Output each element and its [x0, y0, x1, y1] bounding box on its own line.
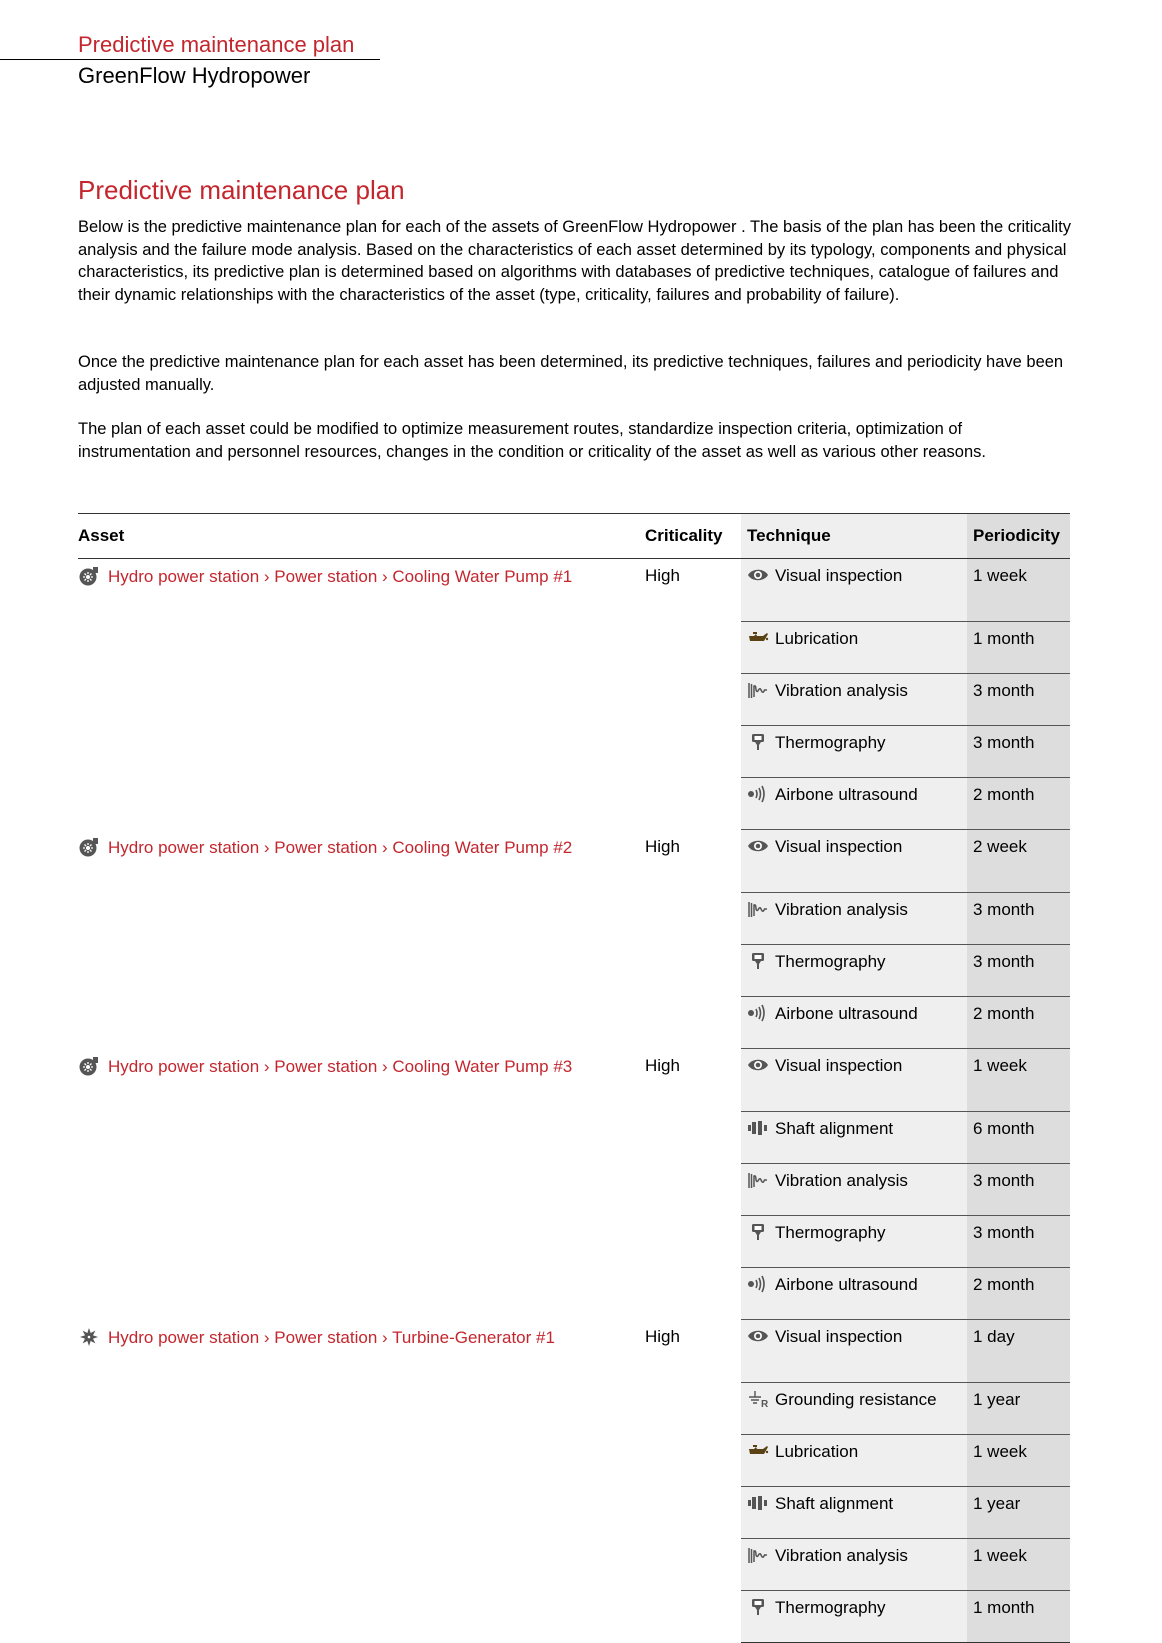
eye-icon [747, 1327, 769, 1345]
pump-icon [78, 837, 100, 857]
section-heading: Predictive maintenance plan [78, 175, 405, 205]
periodicity-cell: 1 week [967, 1435, 1070, 1487]
technique-cell [741, 1591, 967, 1643]
header-periodicity: Periodicity [967, 514, 1070, 559]
technique-name: Airbone ultrasound [775, 1275, 918, 1294]
svg-text:R: R [761, 1399, 769, 1408]
periodicity-cell: 3 month [967, 945, 1070, 997]
table-row [78, 1049, 1070, 1112]
table-row [78, 830, 1070, 893]
maintenance-plan-table [78, 513, 1070, 1643]
periodicity-cell: 2 month [967, 1268, 1070, 1320]
technique-cell [741, 1216, 967, 1268]
asset-path-link[interactable]: Hydro power station › Power station › Cooling Water Pump #1 [108, 567, 573, 586]
technique-cell [741, 726, 967, 778]
asset-cell [78, 830, 639, 1049]
asset-path-link[interactable]: Hydro power station › Power station › Cooling Water Pump #2 [108, 837, 573, 857]
technique-name: Vibration analysis [775, 1546, 908, 1565]
technique-name: Lubrication [775, 1442, 859, 1461]
technique-cell [741, 1112, 967, 1164]
pump-icon [78, 566, 100, 586]
vibration-icon [747, 681, 769, 699]
header-subtitle: GreenFlow Hydropower [78, 63, 311, 88]
vibration-icon [747, 900, 769, 918]
technique-cell [741, 674, 967, 726]
vibration-icon [747, 1171, 769, 1189]
technique-name: Shaft alignment [775, 1119, 894, 1138]
periodicity-cell: 3 month [967, 1164, 1070, 1216]
criticality-cell: High [645, 836, 680, 856]
header-asset: Asset [78, 514, 639, 559]
periodicity-cell: 3 month [967, 893, 1070, 945]
table-header-row [78, 514, 1070, 559]
thermography-icon [747, 952, 769, 970]
periodicity-cell: 1 week [967, 1049, 1070, 1112]
eye-icon [747, 837, 769, 855]
periodicity-cell: 3 month [967, 1216, 1070, 1268]
turbine-icon [78, 1327, 100, 1347]
technique-name: Airbone ultrasound [775, 785, 918, 804]
technique-name: Visual inspection [775, 1327, 903, 1346]
asset-path-link[interactable]: Hydro power station › Power station › Cooling Water Pump #3 [108, 1056, 573, 1076]
technique-cell [741, 1049, 967, 1112]
vibration-icon [747, 1546, 769, 1564]
criticality-cell: High [645, 1055, 680, 1075]
technique-name: Lubrication [775, 629, 859, 648]
header-divider [0, 59, 380, 60]
ultrasound-icon [747, 1275, 769, 1293]
criticality-cell: High [645, 566, 680, 585]
modification-paragraph: The plan of each asset could be modified to optimize measurement routes, standardize inspection criteria, optimization of instrumentation and personnel resources, changes in the condition or criticality of the asset as well as various other reasons. [78, 420, 986, 461]
asset-cell [78, 1049, 639, 1320]
table-row [78, 559, 1070, 622]
oil-can-icon [747, 629, 769, 647]
technique-name: Visual inspection [775, 837, 903, 856]
header-title: Predictive maintenance plan [78, 32, 355, 57]
technique-name: Thermography [775, 1223, 886, 1242]
criticality-cell: High [645, 1326, 680, 1346]
header-technique: Technique [741, 514, 967, 559]
periodicity-cell: 1 year [967, 1487, 1070, 1539]
header-criticality: Criticality [639, 514, 741, 559]
technique-cell [741, 893, 967, 945]
eye-icon [747, 566, 769, 584]
intro-paragraph: Below is the predictive maintenance plan for each of the assets of GreenFlow Hydropower . The basis of the plan has been the criticality analysis and the failure mode analysis. Based on the characteristics of each asset determined by its typology, components and physical characteristics, its predictive plan is determined based on algorithms with databases of predictive techniques, catalogue of failures and their dynamic relationships with the characteristics of the asset (type, criticality, failures and probability of failure). [78, 218, 1071, 304]
ultrasound-icon [747, 1004, 769, 1022]
periodicity-cell: 1 month [967, 1591, 1070, 1643]
technique-cell [741, 778, 967, 830]
asset-cell [78, 559, 639, 830]
technique-name: Grounding resistance [775, 1390, 937, 1409]
technique-cell [741, 945, 967, 997]
technique-cell [741, 559, 967, 622]
technique-name: Airbone ultrasound [775, 1004, 918, 1023]
technique-name: Thermography [775, 1598, 886, 1617]
periodicity-cell: 1 week [967, 1539, 1070, 1591]
grounding-icon [747, 1390, 769, 1408]
technique-cell [741, 1435, 967, 1487]
technique-cell [741, 1487, 967, 1539]
thermography-icon [747, 1598, 769, 1616]
adjustment-paragraph: Once the predictive maintenance plan for each asset has been determined, its predictive techniques, failures and periodicity have been adjusted manually. [78, 353, 1064, 394]
periodicity-cell: 2 week [967, 830, 1070, 893]
technique-cell [741, 1268, 967, 1320]
thermography-icon [747, 1223, 769, 1241]
technique-name: Vibration analysis [775, 900, 908, 919]
periodicity-cell: 2 month [967, 778, 1070, 830]
technique-cell [741, 622, 967, 674]
technique-name: Thermography [775, 952, 886, 971]
technique-cell [741, 830, 967, 893]
technique-name: Vibration analysis [775, 681, 908, 700]
periodicity-cell: 1 day [967, 1320, 1070, 1383]
technique-cell [741, 1539, 967, 1591]
shaft-alignment-icon [747, 1494, 769, 1512]
asset-path-link[interactable]: Hydro power station › Power station › Turbine-Generator #1 [108, 1327, 555, 1347]
technique-cell [741, 1383, 967, 1435]
technique-name: Visual inspection [775, 1056, 903, 1075]
table-row [78, 1320, 1070, 1383]
technique-name: Thermography [775, 733, 886, 752]
thermography-icon [747, 733, 769, 751]
periodicity-cell: 1 year [967, 1383, 1070, 1435]
technique-cell [741, 1320, 967, 1383]
asset-cell [78, 1320, 639, 1643]
periodicity-cell: 1 month [967, 622, 1070, 674]
eye-icon [747, 1056, 769, 1074]
shaft-alignment-icon [747, 1119, 769, 1137]
periodicity-cell: 1 week [967, 559, 1070, 622]
periodicity-cell: 2 month [967, 997, 1070, 1049]
periodicity-cell: 3 month [967, 674, 1070, 726]
technique-cell [741, 997, 967, 1049]
periodicity-cell: 3 month [967, 726, 1070, 778]
technique-name: Visual inspection [775, 566, 903, 585]
periodicity-cell: 6 month [967, 1112, 1070, 1164]
technique-name: Shaft alignment [775, 1494, 894, 1513]
oil-can-icon [747, 1442, 769, 1460]
ultrasound-icon [747, 785, 769, 803]
pump-icon [78, 1056, 100, 1076]
technique-name: Vibration analysis [775, 1171, 908, 1190]
technique-cell [741, 1164, 967, 1216]
